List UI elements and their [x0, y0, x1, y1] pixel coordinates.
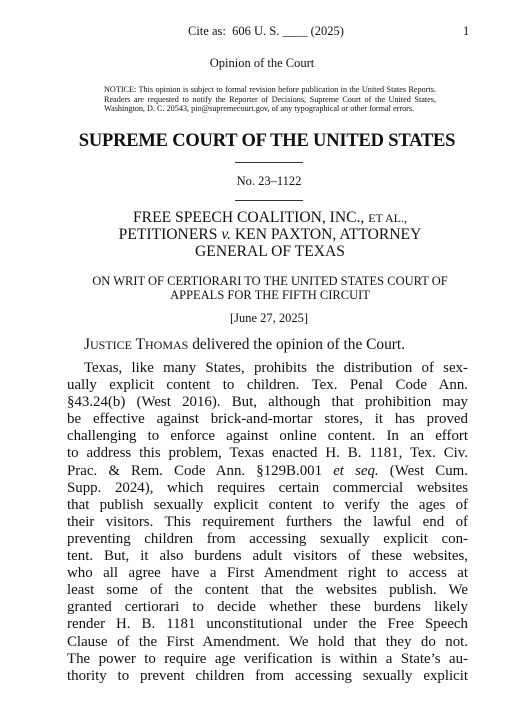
docket-number: No. 23–1122 [236, 174, 302, 188]
publication-notice: NOTICE: This opinion is subject to formal revision before publication in the United States Reports. Readers are requested to notify the Reporter of Decisions, Supreme Court of the United States, Washington, D. C. 20543, pio@supremecourt.gov, of any typographical or other formal errors. [104, 85, 436, 114]
body-line: tent. But, it also burdens adult visitors of these websites, [67, 548, 468, 565]
parties-line-3: GENERAL OF TEXAS [195, 242, 345, 260]
body-line: that publish sexually explicit content to verify the ages of [67, 496, 468, 513]
divider-rule [235, 162, 303, 163]
body-line: Supp. 2024), which requires certain commercial websites [67, 479, 468, 496]
body-line: preventing children from accessing sexually explicit con- [67, 530, 468, 547]
body-line: their visitors. This requirement furthers the lawful end of [67, 513, 468, 530]
delivering-justice: JUSTICE THOMAS delivered the opinion of the Court. [84, 336, 406, 353]
body-line: granted certiorari to decide whether these burdens likely [67, 599, 468, 616]
body-line: to address this problem, Texas enacted H. B. 1181, Tex. Civ. [67, 445, 468, 462]
court-name: SUPREME COURT OF THE UNITED STATES [78, 131, 456, 151]
writ-caption: ON WRIT OF CERTIORARI TO THE UNITED STATES COURT OF APPEALS FOR THE FIFTH CIRCUIT [92, 274, 448, 302]
italic-et-seq: et seq. [333, 462, 379, 479]
decision-date: [June 27, 2025] [229, 311, 309, 325]
page-number: 1 [463, 24, 470, 38]
parties-line-1: FREE SPEECH COALITION, INC., ET AL., [133, 209, 407, 226]
body-line: be effective against brick-and-mortar stores, it has proved [67, 411, 468, 428]
parties-line-2: PETITIONERS v. KEN PAXTON, ATTORNEY [118, 225, 422, 243]
citation: Cite as: 606 U. S. ____ (2025) [188, 24, 344, 38]
body-line: The power to require age verification is within a State’s au- [67, 650, 468, 667]
body-line: §43.24(b) (West 2016). But, although that prohibition may [67, 394, 468, 411]
body-line: who all agree have a First Amendment right to access at [67, 565, 468, 582]
body-line: least some of the content that the websites publish. We [67, 582, 468, 599]
case-parties [80, 210, 460, 260]
body-line: Texas, like many States, prohibits the distribution of sex- [84, 360, 468, 376]
body-line: Clause of the First Amendment. We hold that they do not. [67, 633, 468, 650]
opinion-body [67, 360, 468, 685]
body-line: ually explicit content to children. Tex. Penal Code Ann. [67, 377, 468, 394]
opinion-label: Opinion of the Court [209, 56, 315, 70]
body-line: thority to prevent children from accessing sexually explicit [67, 667, 468, 684]
divider-rule [235, 200, 303, 201]
body-line: render H. B. 1181 unconstitutional under the Free Speech [67, 616, 468, 633]
body-line: Prac. & Rem. Code Ann. §129B.001 et seq. (West Cum. [67, 462, 468, 479]
body-line: challenging to enforce against online content. In an effort [67, 428, 468, 445]
